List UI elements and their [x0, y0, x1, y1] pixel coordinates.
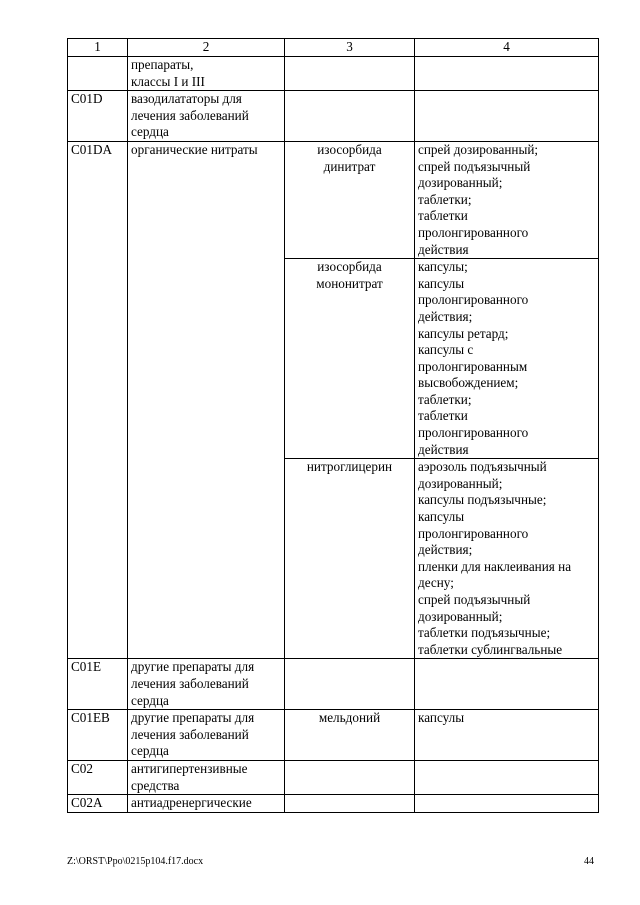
atc-code: C02	[71, 760, 93, 776]
column-header-1: 1	[68, 39, 128, 57]
table-row	[68, 141, 599, 258]
group-name: антигипертензивные средства	[131, 760, 248, 793]
group-cell	[128, 710, 285, 761]
form-cell	[415, 795, 599, 813]
group-cell	[128, 91, 285, 142]
group-name: другие препараты для лечения заболеваний сердца	[131, 710, 255, 759]
atc-code-cell	[68, 795, 128, 813]
atc-code-cell	[68, 760, 128, 794]
form-cell	[415, 259, 599, 459]
atc-code: C01E	[71, 659, 102, 675]
atc-code-cell	[68, 659, 128, 710]
drug-cell	[285, 91, 415, 142]
drug-name: мельдоний	[318, 710, 381, 726]
column-header-2: 2	[128, 39, 285, 57]
group-cell	[128, 760, 285, 794]
table-row	[68, 710, 599, 761]
form-cell	[415, 57, 599, 91]
group-cell	[128, 57, 285, 91]
drug-cell	[285, 57, 415, 91]
dosage-forms: спрей дозированный; спрей подъязычный дозированный; таблетки; таблетки пролонгированного действия	[418, 141, 539, 257]
form-cell	[415, 459, 599, 659]
atc-code-cell	[68, 141, 128, 658]
page-number: 44	[584, 856, 594, 867]
drug-cell	[285, 459, 415, 659]
atc-code: C01DA	[71, 141, 113, 157]
table-row	[68, 760, 599, 794]
group-name: препараты, классы I и III	[131, 57, 205, 89]
group-name: органические нитраты	[131, 141, 258, 157]
form-cell	[415, 91, 599, 142]
table-row	[68, 795, 599, 813]
drug-name: нитроглицерин	[306, 459, 393, 475]
dosage-forms: капсулы; капсулы пролонгированного действия; капсулы ретард; капсулы с пролонгированным высвобождением; таблетки; таблетки пролонгированного действия	[418, 259, 529, 457]
table-row	[68, 659, 599, 710]
column-header-4: 4	[415, 39, 599, 57]
drug-cell	[285, 795, 415, 813]
dosage-forms: аэрозоль подъязычный дозированный; капсулы подъязычные; капсулы пролонгированного действия; пленки для наклеивания на десну; спрей подъязычный дозированный; таблетки подъязычные; таблетки сублингвальные	[418, 459, 572, 657]
form-cell	[415, 710, 599, 761]
atc-code: C01EB	[71, 710, 110, 726]
drug-name: изосорбида динитрат	[317, 141, 382, 174]
drug-classification-table	[67, 38, 599, 813]
footer-file-path: Z:\ORST\Ppo\0215p104.f17.docx	[67, 856, 204, 867]
atc-code: C02A	[71, 795, 103, 811]
group-name: антиадренергические	[131, 795, 252, 811]
group-cell	[128, 141, 285, 658]
table-row	[68, 91, 599, 142]
table-header-row	[68, 39, 599, 57]
group-name: другие препараты для лечения заболеваний сердца	[131, 659, 255, 708]
atc-code-cell	[68, 57, 128, 91]
group-cell	[128, 795, 285, 813]
column-header-3: 3	[285, 39, 415, 57]
dosage-forms: капсулы	[418, 710, 465, 726]
atc-code-cell	[68, 710, 128, 761]
form-cell	[415, 659, 599, 710]
drug-cell	[285, 760, 415, 794]
form-cell	[415, 760, 599, 794]
drug-cell	[285, 141, 415, 258]
form-cell	[415, 141, 599, 258]
group-cell	[128, 659, 285, 710]
group-name: вазодилататоры для лечения заболеваний сердца	[131, 91, 249, 140]
atc-code: C01D	[71, 91, 103, 107]
drug-cell	[285, 659, 415, 710]
drug-cell	[285, 259, 415, 459]
drug-cell	[285, 710, 415, 761]
table-row	[68, 57, 599, 91]
atc-code-cell	[68, 91, 128, 142]
drug-name: изосорбида мононитрат	[316, 259, 383, 291]
